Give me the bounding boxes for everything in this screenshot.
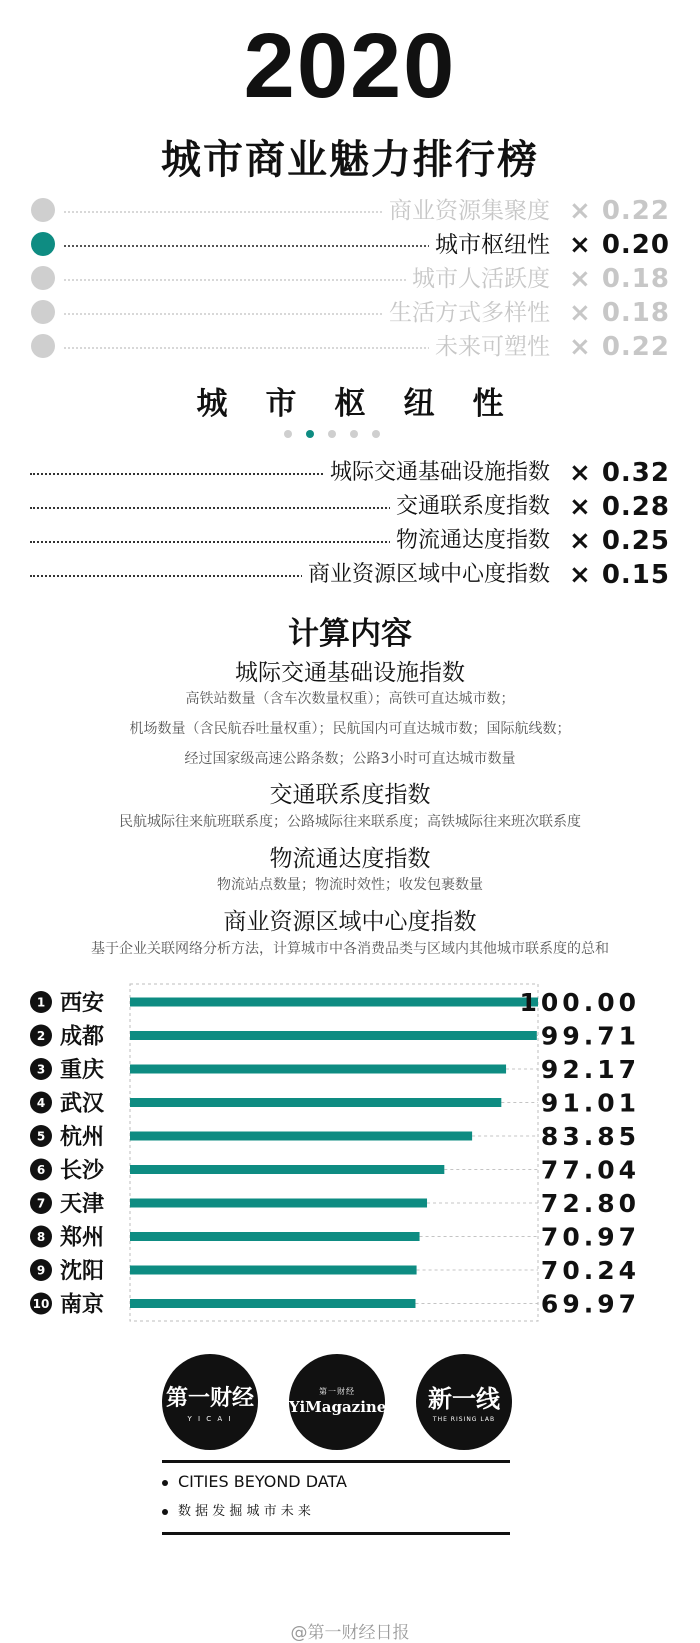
- bar: [130, 1098, 501, 1107]
- calc-heading: 城际交通基础设施指数: [235, 660, 465, 686]
- weight-row-active: [30, 228, 670, 262]
- weight-label: 城市枢纽性: [429, 228, 550, 262]
- logo-row: [162, 1354, 512, 1452]
- bar: [130, 1199, 427, 1208]
- bullet-icon: [162, 1509, 168, 1515]
- index-row: [30, 524, 670, 558]
- page-dot-icon[interactable]: [350, 430, 358, 438]
- footer-divider: [162, 1460, 510, 1463]
- logo-subtext: THE RISING LAB: [432, 1416, 496, 1423]
- city-name: 长沙: [60, 1158, 105, 1184]
- calc-title: 计算内容: [288, 616, 412, 652]
- bar: [130, 1299, 415, 1308]
- index-list: [30, 456, 670, 592]
- index-value: × 0.15: [569, 560, 670, 590]
- bullet-icon: [162, 1480, 168, 1486]
- logo-text: 第一财经: [165, 1386, 254, 1411]
- city-name: 武汉: [60, 1091, 105, 1117]
- weight-row: [30, 296, 670, 330]
- dotted-leader: [64, 347, 458, 349]
- index-label: 商业资源区域中心度指数: [302, 558, 550, 592]
- index-label: 城际交通基础设施指数: [324, 456, 550, 490]
- tagline-text: CITIES BEYOND DATA: [178, 1472, 347, 1491]
- weight-row: [30, 330, 670, 364]
- calc-detail: 经过国家级高速公路条数；公路3小时可直达城市数量: [184, 751, 516, 767]
- ranking-chart: [0, 982, 700, 1328]
- bar: [130, 1232, 420, 1241]
- index-value: × 0.32: [569, 458, 670, 488]
- weight-value: × 0.22: [569, 332, 670, 362]
- city-name: 西安: [60, 991, 105, 1016]
- rank-number: 5: [36, 1129, 46, 1144]
- bar: [130, 1065, 506, 1074]
- index-value: × 0.28: [569, 492, 670, 522]
- tagline-text: 数 据 发 掘 城 市 未 来: [178, 1504, 311, 1519]
- weight-row: [30, 262, 670, 296]
- footer-tagline-cn: [162, 1500, 311, 1519]
- footer-tagline-en: [162, 1472, 347, 1491]
- value-label: 70.97: [540, 1222, 640, 1252]
- weight-value: × 0.22: [569, 196, 670, 226]
- calc-heading: 商业资源区域中心度指数: [223, 909, 477, 935]
- weight-dot-icon: [31, 300, 55, 324]
- logo-text: 新一线: [428, 1385, 500, 1413]
- index-row: [30, 456, 670, 490]
- value-label: 77.04: [540, 1155, 640, 1185]
- bar: [130, 1132, 472, 1141]
- city-name: 天津: [60, 1192, 105, 1217]
- year-title: 2020: [243, 15, 457, 117]
- rank-number: 10: [32, 1297, 50, 1311]
- calc-heading: 交通联系度指数: [269, 782, 431, 808]
- value-label: 83.85: [540, 1122, 640, 1151]
- index-value: × 0.25: [569, 526, 670, 556]
- page-dot-icon[interactable]: [328, 430, 336, 438]
- city-name: 沈阳: [60, 1259, 105, 1284]
- rank-number: 8: [36, 1230, 46, 1244]
- weight-value: × 0.18: [569, 264, 670, 294]
- bar: [130, 1165, 444, 1174]
- watermark: @第一财经日报: [290, 1623, 410, 1643]
- yimagazine-logo-icon: [289, 1354, 385, 1450]
- calc-detail: 机场数量（含民航吞吐量权重）；民航国内可直达城市数；国际航线数；: [129, 721, 571, 737]
- page-dot-active-icon[interactable]: [306, 430, 314, 438]
- value-label: 72.80: [540, 1189, 640, 1218]
- footer-divider: [162, 1532, 510, 1535]
- rank-number: 6: [36, 1163, 46, 1177]
- weight-dot-icon: [31, 334, 55, 358]
- value-label: 70.24: [540, 1256, 640, 1285]
- logo-subtext: 第一财经: [319, 1387, 355, 1396]
- section-title: 城市枢纽性: [196, 386, 542, 422]
- rank-number: 7: [36, 1196, 46, 1211]
- index-row: [30, 490, 670, 524]
- weight-value: × 0.18: [569, 298, 670, 328]
- weight-label: 商业资源集聚度: [383, 194, 550, 228]
- bar: [130, 1266, 417, 1275]
- weight-label: 城市人活跃度: [406, 262, 550, 296]
- value-label: 99.71: [540, 1021, 640, 1051]
- calc-heading: 物流通达度指数: [269, 846, 431, 872]
- value-label: 92.17: [540, 1055, 640, 1084]
- rising-lab-logo-icon: [416, 1354, 512, 1450]
- rank-number: 9: [36, 1263, 46, 1278]
- bar: [130, 1031, 537, 1040]
- weights-list: [30, 194, 670, 364]
- page-title: 城市商业魅力排行榜: [161, 137, 539, 183]
- calc-detail: 基于企业关联网络分析方法，计算城市中各消费品类与区域内其他城市联系度的总和: [91, 941, 609, 957]
- weight-dot-icon: [31, 198, 55, 222]
- city-name: 杭州: [60, 1125, 105, 1150]
- page-dot-icon[interactable]: [372, 430, 380, 438]
- rank-number: 3: [36, 1062, 46, 1077]
- value-label: 69.97: [540, 1289, 640, 1319]
- dotted-leader: [64, 245, 458, 247]
- rank-number: 1: [36, 995, 46, 1010]
- page-indicator: [282, 430, 392, 440]
- calc-detail: 物流站点数量；物流时效性；收发包裹数量: [217, 877, 483, 893]
- calc-detail: 民航城际往来航班联系度；公路城际往来联系度；高铁城际往来班次联系度: [119, 814, 581, 830]
- city-name: 南京: [60, 1292, 105, 1318]
- calc-detail: 高铁站数量（含车次数量权重）；高铁可直达城市数；: [185, 691, 515, 707]
- index-label: 交通联系度指数: [390, 490, 550, 524]
- weight-label: 生活方式多样性: [383, 296, 550, 330]
- weight-label: 未来可塑性: [429, 330, 550, 364]
- value-label: 100.00: [519, 988, 640, 1017]
- index-label: 物流通达度指数: [390, 524, 550, 558]
- rank-number: 4: [36, 1096, 46, 1110]
- dotted-leader: [64, 279, 458, 281]
- weight-dot-icon: [31, 232, 55, 256]
- page-dot-icon[interactable]: [284, 430, 292, 438]
- yicai-logo-icon: [162, 1354, 258, 1450]
- ranking-chart-svg: [0, 982, 700, 1328]
- value-label: 91.01: [540, 1088, 640, 1118]
- logo-text: YiMagazine: [289, 1398, 387, 1416]
- city-name: 重庆: [60, 1058, 105, 1083]
- rank-number: 2: [36, 1029, 46, 1043]
- index-row: [30, 558, 670, 592]
- city-name: 郑州: [60, 1225, 105, 1251]
- weight-row: [30, 194, 670, 228]
- logo-subtext: Y I C A I: [187, 1415, 233, 1423]
- weight-value: × 0.20: [569, 230, 670, 260]
- bar: [130, 998, 538, 1007]
- city-name: 成都: [60, 1024, 105, 1050]
- weight-dot-icon: [31, 266, 55, 290]
